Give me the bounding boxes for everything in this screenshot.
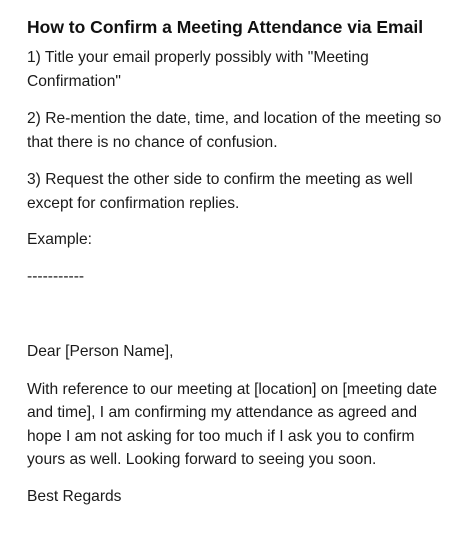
divider-line: -----------	[27, 267, 85, 285]
greeting: Dear [Person Name],	[27, 343, 174, 360]
closing: Best Regards	[27, 487, 122, 505]
step-1: 1) Title your email properly possibly with "Meeting Confirmation"	[27, 49, 369, 90]
example-label: Example:	[27, 231, 93, 248]
document	[27, 14, 447, 508]
step-2: 2) Re-mention the date, time, and location of the meeting so that there is no chance of confusion.	[27, 110, 442, 151]
step-3: 3) Request the other side to confirm the meeting as well except for confirmation replies.	[27, 171, 413, 212]
email-body: With reference to our meeting at [location] on [meeting date and time], I am confirming my attendance as agreed and hope I am not asking for too much if I ask you to confirm yours as well. Looking forward to seeing you soon.	[27, 380, 437, 468]
document-title: How to Confirm a Meeting Attendance via Email	[27, 17, 424, 37]
